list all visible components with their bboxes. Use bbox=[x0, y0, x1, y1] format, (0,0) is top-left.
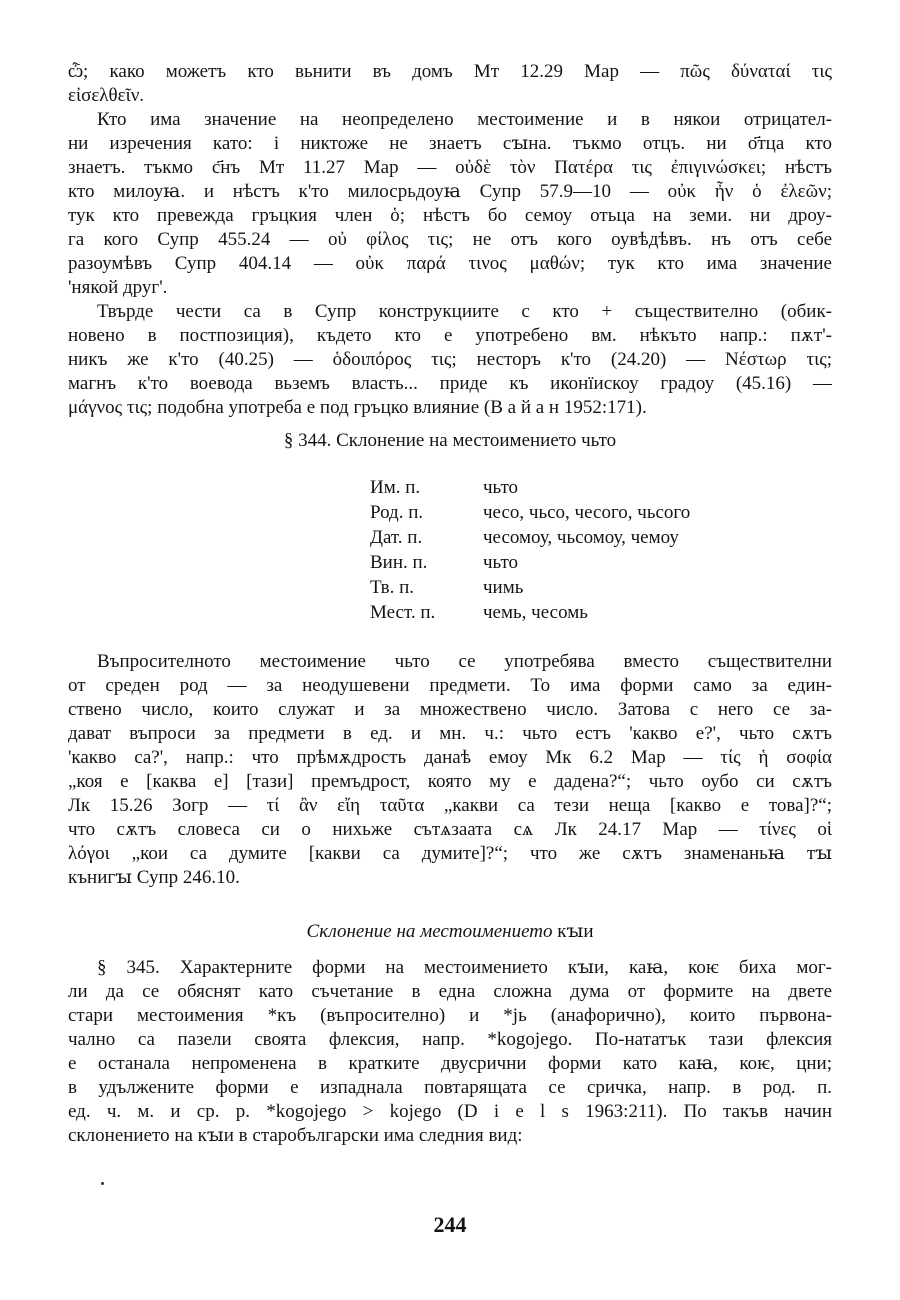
table-row bbox=[370, 475, 690, 500]
paragraph-chto-usage bbox=[68, 650, 832, 890]
paragraph-345 bbox=[68, 956, 832, 1148]
text-line: склонението на кꙑи в старобългарски има следния вид: bbox=[68, 1125, 523, 1146]
case-label: Вин. п. bbox=[370, 552, 428, 573]
case-label: Тв. п. bbox=[370, 577, 415, 598]
text-line: ни изречения като: і никтоже не знаетъ сꙑна. тъкмо отцъ. ни о҃тца кто bbox=[68, 133, 832, 154]
text-line: εἰσελθεῖν. bbox=[68, 85, 145, 106]
text-line: ствено число, които служат и за множествено число. Затова с него се за- bbox=[68, 699, 832, 720]
case-label: Дат. п. bbox=[370, 527, 423, 548]
text-column-middle bbox=[68, 650, 832, 890]
text-line: „коя е [каква е] [тази] премъдрост, която му е дадена?“; чьто оубо си сѫтъ bbox=[68, 771, 832, 792]
text-line: знаетъ. тъкмо с҃нъ Мт 11.27 Мар — οὐδὲ τὸν Πατέρα τις ἐπιγινώσκει; нѣстъ bbox=[68, 157, 832, 178]
text-line: Кто има значение на неопределено местоимение и в някои отрицател- bbox=[97, 109, 832, 130]
text-line: магнъ к'то воевода вьземъ власть... приде къ иконїискоу градоу (45.16) — bbox=[68, 373, 832, 394]
text-line: 'някой друг'. bbox=[68, 277, 168, 298]
case-forms: чимь bbox=[483, 577, 524, 598]
section-heading-344: § 344. Склонение на местоимението чьто bbox=[283, 430, 617, 451]
scan-speck bbox=[101, 1182, 104, 1185]
paragraph-kto-indefinite bbox=[68, 108, 832, 300]
text-line: кто милоуꙗ. и нѣстъ к'то милосрьдоуꙗ Супр 57.9—10 — οὐκ ἦν ὁ ἐλεῶν; bbox=[68, 181, 832, 202]
text-line: ѽ; како можетъ кто вьнити въ домъ Мт 12.29 Мар — πῶς δύναταί τις bbox=[68, 61, 832, 82]
text-line: Лк 15.26 Зогр — τί ἂν εἴη ταῦτα „какви са тези неща [какво е това]?“; bbox=[68, 795, 832, 816]
text-line: λόγοι „кои са думите [какви са думите]?“; что же сѫтъ знаменаньꙗ тꙑ bbox=[68, 843, 832, 864]
paragraph-continuation bbox=[68, 60, 832, 108]
case-label: Им. п. bbox=[370, 477, 421, 498]
case-label: Род. п. bbox=[370, 502, 424, 523]
case-forms: чесо, чьсо, чесого, чьсого bbox=[483, 502, 691, 523]
text-line: Твърде чести са в Супр конструкциите с кто + съществително (обик- bbox=[97, 301, 832, 322]
text-line: новено в постпозиция), където кто е употребено вм. нѣкъто напр.: пѫт'- bbox=[68, 325, 832, 346]
text-line: е останала непроменена в кратките двусрични форми като каꙗ, коѥ, цни; bbox=[68, 1053, 832, 1074]
table-row bbox=[370, 600, 690, 625]
table-row bbox=[370, 525, 690, 550]
text-line: чално са пазели своята флексия, напр. *kogojego. По-нататък тази флексия bbox=[68, 1029, 832, 1050]
text-line: 'какво са?', напр.: что прѣмѫдрость данаѣ емоу Мк 6.2 Мар — τίς ἡ σοφία bbox=[68, 747, 832, 768]
table-row bbox=[370, 500, 690, 525]
text-line: никъ же к'то (40.25) — ὁδοιπόρος τις; несторъ к'то (24.20) — Νέστωρ τις; bbox=[68, 349, 832, 370]
case-forms: чесомоу, чьсомоу, чемоу bbox=[483, 527, 679, 548]
text-column-bottom bbox=[68, 956, 832, 1148]
paragraph-kto-constructions bbox=[68, 300, 832, 420]
heading-word: кꙑи bbox=[557, 921, 594, 942]
text-line: га кого Супр 455.24 — οὐ φίλος τις; не отъ кого оувѣдѣвъ. нъ отъ себе bbox=[68, 229, 832, 250]
text-line: тук кто превежда гръцкия член ὁ; нѣстъ бо семоу отьца на земи. ни дроу- bbox=[68, 205, 832, 226]
text-line: § 345. Характерните форми на местоимението кꙑи, каꙗ, коѥ биха мог- bbox=[97, 957, 832, 978]
text-line: стари местоимения *къ (въпросително) и *jь (анафорично), които първона- bbox=[68, 1005, 832, 1026]
text-line: что сѫтъ словеса си о нихьже сътѧзаата сѧ Лк 24.17 Мар — τίνες οἱ bbox=[68, 819, 832, 840]
heading-text: Склонение на местоимението bbox=[306, 921, 553, 942]
text-line: дават въпроси за предмети в ед. и мн. ч.: чьто естъ 'какво е?', чьто сѫтъ bbox=[68, 723, 832, 744]
table-row bbox=[370, 575, 690, 600]
declension-table bbox=[370, 475, 690, 625]
text-line: разоумѣвъ Супр 404.14 — οὐκ παρά τινος μαθών; тук кто има значение bbox=[68, 253, 832, 274]
case-forms: чьто bbox=[483, 477, 519, 498]
case-forms: чьто bbox=[483, 552, 519, 573]
text-line: μάγνος τις; подобна употреба е под гръцко влияние (В а й а н 1952:171). bbox=[68, 397, 647, 418]
case-label: Мест. п. bbox=[370, 602, 436, 623]
text-line: ед. ч. м. и ср. р. *kogojego > kojego (D i e l s 1963:211). По такъв начин bbox=[68, 1101, 832, 1122]
text-line: в удължените форми е изпаднала повтарящата се сричка, напр. в род. п. bbox=[68, 1077, 832, 1098]
page-number: 244 bbox=[433, 1212, 467, 1237]
text-line: кънигꙑ Супр 246.10. bbox=[68, 867, 240, 888]
case-forms: чемь, чесомь bbox=[483, 602, 588, 623]
text-line: от среден род — за неодушевени предмети. То има форми само за един- bbox=[68, 675, 832, 696]
text-line: Въпросителното местоимение чьто се употребява вместо съществителни bbox=[97, 651, 832, 672]
text-line: ли да се обяснят като съчетание в една сложна дума от формите на двете bbox=[68, 981, 832, 1002]
text-column-top bbox=[68, 60, 832, 420]
section-heading-kyi bbox=[0, 920, 900, 943]
table-row bbox=[370, 550, 690, 575]
